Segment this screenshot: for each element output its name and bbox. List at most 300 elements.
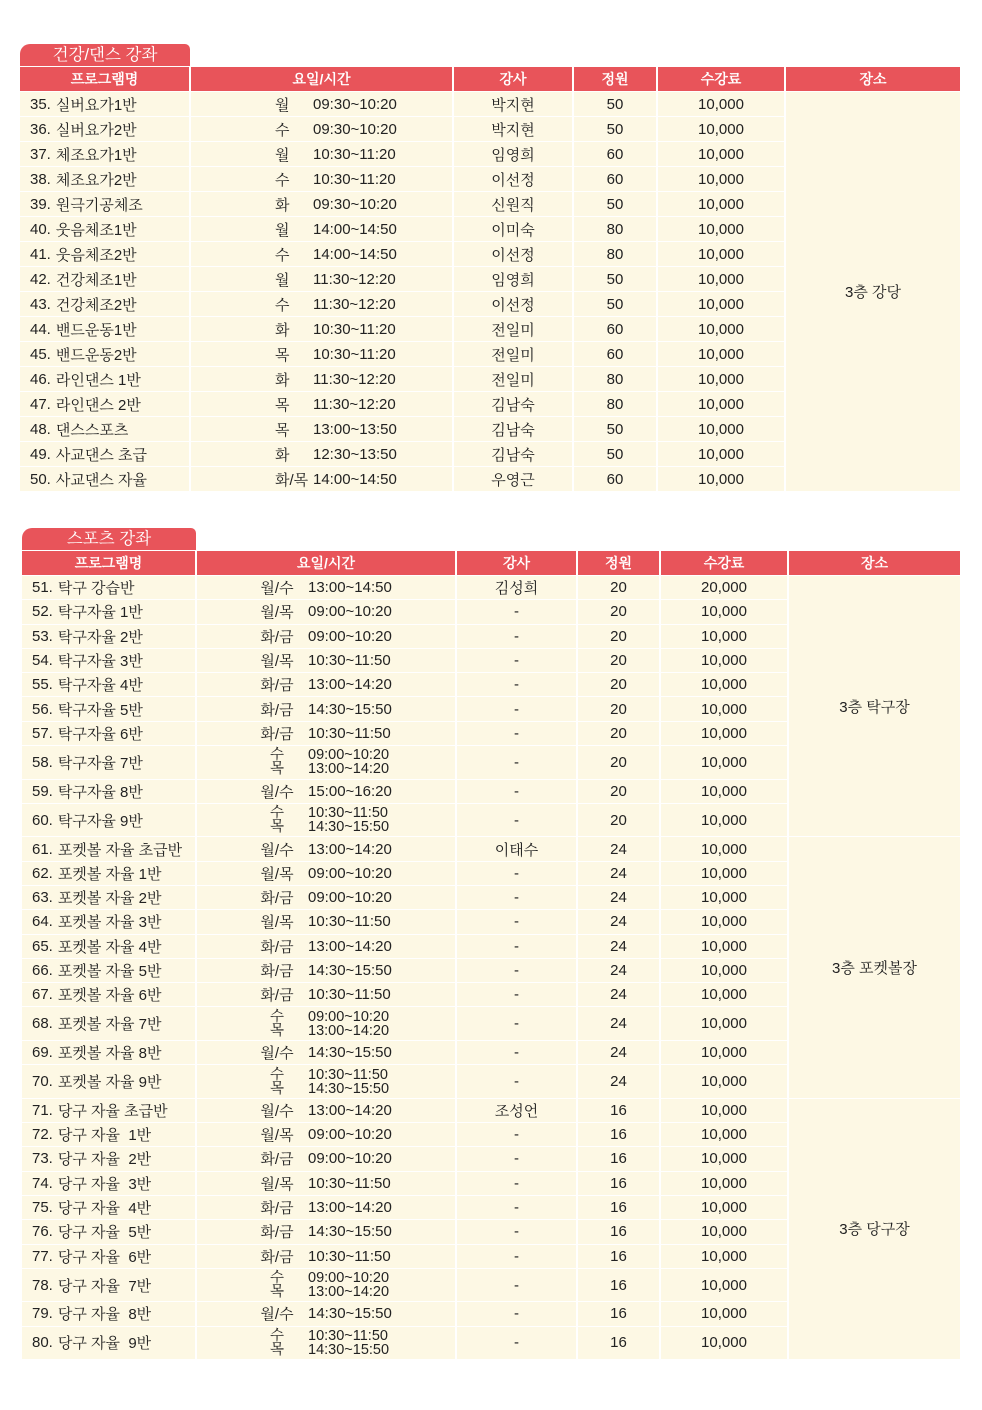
- schedule-time: 09:00~10:20: [308, 627, 392, 645]
- schedule-time: 09:00~10:20: [308, 747, 390, 764]
- schedule-time: 09:00~10:20: [308, 864, 392, 882]
- course-program-cell: [22, 697, 195, 720]
- course-fee-cell: 10,000: [661, 1245, 787, 1268]
- course-number: 46.: [30, 370, 51, 388]
- course-name: 밴드운동2반: [55, 346, 137, 364]
- schedule-line: [255, 1285, 389, 1299]
- course-number: 44.: [30, 320, 51, 338]
- schedule-day: 월: [275, 221, 290, 239]
- course-fee-cell: 10,000: [661, 722, 787, 745]
- schedule-line: [255, 1010, 389, 1024]
- schedule-time: 14:00~14:50: [313, 470, 397, 488]
- schedule-line: [255, 1197, 392, 1218]
- venue-cell: 3층 포켓볼장: [789, 837, 960, 1097]
- schedule-day: 화/금: [260, 1224, 294, 1242]
- course-schedule-cell: [197, 1099, 455, 1122]
- course-schedule-cell: [191, 317, 452, 341]
- schedule-line: [255, 762, 389, 776]
- course-instructor-cell: -: [457, 625, 576, 648]
- course-capacity-cell: 24: [578, 959, 659, 982]
- course-number: 53.: [32, 627, 53, 645]
- course-instructor-cell: -: [457, 1065, 576, 1098]
- course-program-cell: [20, 367, 189, 391]
- course-number: 41.: [30, 245, 51, 263]
- course-program-cell: [22, 1172, 195, 1195]
- course-fee-cell: 10,000: [661, 1269, 787, 1302]
- schedule-time: 10:30~11:50: [308, 724, 391, 742]
- course-schedule-cell: [197, 673, 455, 696]
- course-name: 포켓볼 자율 9반: [57, 1074, 162, 1091]
- course-program-cell: [20, 242, 189, 266]
- course-instructor-cell: -: [457, 886, 576, 909]
- course-schedule-cell: [191, 367, 452, 391]
- header-venue: 장소: [786, 67, 960, 91]
- schedule-time: 09:00~10:20: [308, 1008, 390, 1025]
- schedule-time: 10:30~11:50: [308, 913, 391, 931]
- course-name: 라인댄스 2반: [55, 396, 141, 414]
- schedule-line: [275, 294, 396, 315]
- schedule-day: 화: [275, 321, 290, 339]
- schedule-day: 목: [269, 1022, 284, 1039]
- course-program-cell: [22, 600, 195, 623]
- schedule-day: 화/목: [275, 471, 309, 489]
- course-program-cell: [22, 1327, 195, 1360]
- course-schedule-cell: [197, 600, 455, 623]
- course-number: 77.: [32, 1247, 53, 1265]
- course-number: 59.: [32, 782, 53, 800]
- course-number: 80.: [32, 1334, 53, 1352]
- schedule-day: 화/금: [260, 677, 294, 695]
- schedule-day: 월/목: [260, 1175, 294, 1193]
- course-number: 78.: [32, 1276, 53, 1294]
- course-fee-cell: 10,000: [661, 1327, 787, 1360]
- course-number: 72.: [32, 1126, 53, 1144]
- course-capacity-cell: 24: [578, 862, 659, 885]
- schedule-day: 화/금: [260, 1200, 294, 1218]
- course-schedule-cell: [197, 1123, 455, 1146]
- course-program-cell: [20, 342, 189, 366]
- schedule-time: 09:00~10:20: [308, 889, 392, 907]
- schedule-line: [275, 144, 396, 165]
- schedule-line: [255, 887, 392, 908]
- course-capacity-cell: 80: [574, 367, 656, 391]
- schedule-time: 10:30~11:50: [308, 1327, 388, 1344]
- schedule-day: 목: [269, 1080, 284, 1097]
- course-capacity-cell: 16: [578, 1245, 659, 1268]
- course-schedule-cell: [197, 983, 455, 1006]
- course-program-cell: [22, 1245, 195, 1268]
- course-number: 45.: [30, 345, 51, 363]
- course-fee-cell: 10,000: [661, 1220, 787, 1243]
- course-instructor-cell: -: [457, 1147, 576, 1170]
- schedule-time: 13:00~14:20: [308, 937, 392, 955]
- course-program-cell: [22, 862, 195, 885]
- course-capacity-cell: 20: [578, 649, 659, 672]
- schedule-time: 10:30~11:50: [308, 986, 391, 1004]
- course-name: 당구 자율 7반: [57, 1277, 152, 1295]
- schedule-time: 14:00~14:50: [313, 220, 397, 238]
- course-fee-cell: 10,000: [658, 417, 784, 441]
- course-name: 건강체조1반: [55, 271, 137, 289]
- course-name: 포켓볼 자율 6반: [57, 987, 162, 1005]
- schedule-day: 수: [269, 805, 284, 822]
- schedule-time: 14:00~14:50: [313, 245, 397, 263]
- course-name: 사교댄스 자율: [55, 471, 147, 489]
- header-fee: 수강료: [661, 551, 787, 575]
- course-schedule-cell: [197, 780, 455, 803]
- course-fee-cell: 10,000: [661, 1123, 787, 1146]
- course-name: 포켓볼 자율 4반: [57, 938, 162, 956]
- schedule-time: 13:00~14:20: [308, 761, 390, 778]
- course-instructor-cell: 이미숙: [454, 217, 572, 241]
- course-number: 36.: [30, 120, 51, 138]
- schedule-day: 월/수: [260, 841, 294, 859]
- course-instructor-cell: -: [457, 697, 576, 720]
- course-number: 38.: [30, 170, 51, 188]
- course-capacity-cell: 24: [578, 837, 659, 860]
- schedule-line: [275, 394, 396, 415]
- course-capacity-cell: 24: [578, 935, 659, 958]
- course-instructor-cell: 김남숙: [454, 392, 572, 416]
- course-name: 탁구자율 9반: [57, 812, 143, 830]
- course-number: 58.: [32, 753, 53, 771]
- course-schedule-cell: [197, 1065, 455, 1098]
- course-program-cell: [22, 722, 195, 745]
- course-fee-cell: 10,000: [661, 1041, 787, 1064]
- course-schedule-cell: [197, 625, 455, 648]
- course-name: 탁구자율 4반: [57, 677, 143, 695]
- course-program-cell: [20, 167, 189, 191]
- course-instructor-cell: -: [457, 673, 576, 696]
- course-program-cell: [22, 910, 195, 933]
- schedule-time: 13:00~14:20: [308, 840, 392, 858]
- schedule-time: 10:30~11:20: [313, 145, 396, 163]
- course-fee-cell: 10,000: [658, 142, 784, 166]
- course-capacity-cell: 50: [574, 117, 656, 141]
- schedule-day: 수: [269, 1008, 284, 1025]
- schedule-time: 14:30~15:50: [308, 962, 392, 979]
- course-capacity-cell: 20: [578, 625, 659, 648]
- course-number: 61.: [32, 840, 53, 858]
- schedule-day: 월/수: [260, 1306, 294, 1324]
- course-fee-cell: 10,000: [661, 837, 787, 860]
- course-instructor-cell: 전일미: [454, 317, 572, 341]
- course-name: 탁구자율 2반: [57, 628, 143, 646]
- course-capacity-cell: 20: [578, 600, 659, 623]
- schedule-day: 수: [275, 246, 290, 264]
- schedule-line: [255, 577, 392, 598]
- course-capacity-cell: 60: [574, 142, 656, 166]
- schedule-time: 09:30~10:20: [313, 120, 397, 138]
- course-fee-cell: 10,000: [658, 92, 784, 116]
- schedule-line: [275, 94, 397, 115]
- course-capacity-cell: 20: [578, 804, 659, 837]
- course-number: 48.: [30, 420, 51, 438]
- course-name: 체조요가1반: [55, 146, 137, 164]
- course-program-cell: [22, 649, 195, 672]
- schedule-time: 09:30~10:20: [313, 195, 397, 213]
- course-fee-cell: 10,000: [658, 217, 784, 241]
- course-fee-cell: 10,000: [661, 697, 787, 720]
- schedule-time: 09:00~10:20: [308, 1150, 392, 1168]
- course-program-cell: [22, 804, 195, 837]
- course-schedule-cell: [191, 342, 452, 366]
- schedule-line: [255, 699, 392, 720]
- course-fee-cell: 10,000: [661, 959, 787, 982]
- section-tab: 건강/댄스 강좌: [20, 44, 190, 66]
- schedule-day: 목: [269, 1341, 284, 1358]
- course-schedule-cell: [197, 1172, 455, 1195]
- course-name: 댄스스포츠: [55, 421, 129, 439]
- course-capacity-cell: 16: [578, 1196, 659, 1219]
- schedule-day: 화: [275, 446, 290, 464]
- schedule-line: [255, 650, 391, 671]
- course-instructor-cell: 이선정: [454, 242, 572, 266]
- course-fee-cell: 10,000: [658, 442, 784, 466]
- schedule-time: 09:30~10:20: [313, 95, 397, 113]
- course-name: 웃음체조2반: [55, 246, 137, 264]
- schedule-line: [275, 244, 397, 265]
- course-instructor-cell: -: [457, 1041, 576, 1064]
- course-schedule-cell: [197, 1269, 455, 1302]
- course-capacity-cell: 20: [578, 722, 659, 745]
- course-number: 71.: [32, 1101, 53, 1119]
- course-program-cell: [20, 467, 189, 491]
- course-capacity-cell: 80: [574, 242, 656, 266]
- course-fee-cell: 10,000: [661, 910, 787, 933]
- schedule-line: [255, 1246, 391, 1267]
- course-number: 76.: [32, 1223, 53, 1241]
- course-instructor-cell: -: [457, 862, 576, 885]
- schedule-line: [255, 1100, 392, 1121]
- course-schedule-cell: [197, 722, 455, 745]
- schedule-day: 월: [275, 271, 290, 289]
- course-fee-cell: 10,000: [661, 746, 787, 779]
- course-fee-cell: 10,000: [658, 467, 784, 491]
- course-capacity-cell: 50: [574, 192, 656, 216]
- course-instructor-cell: -: [457, 1302, 576, 1325]
- schedule-time: 13:00~14:20: [308, 676, 392, 694]
- course-schedule-cell: [197, 1041, 455, 1064]
- schedule-day: 월/수: [260, 1045, 294, 1063]
- schedule-line: [255, 1173, 391, 1194]
- course-number: 56.: [32, 700, 53, 718]
- schedule-time: 10:30~11:50: [308, 1066, 388, 1083]
- schedule-time: 13:00~14:20: [308, 1101, 392, 1119]
- course-instructor-cell: -: [457, 1196, 576, 1219]
- course-fee-cell: 10,000: [658, 167, 784, 191]
- header-schedule: 요일/시간: [197, 551, 455, 575]
- schedule-time: 13:00~14:20: [308, 1199, 392, 1217]
- course-instructor-cell: 박지현: [454, 117, 572, 141]
- course-instructor-cell: -: [457, 722, 576, 745]
- course-fee-cell: 10,000: [661, 600, 787, 623]
- course-fee-cell: 10,000: [661, 886, 787, 909]
- schedule-time: 13:00~14:20: [308, 1022, 390, 1039]
- course-schedule-cell: [197, 1302, 455, 1325]
- schedule-line: [275, 469, 397, 490]
- course-name: 당구 자율 3반: [57, 1175, 152, 1193]
- venue-cell: 3층 강당: [786, 92, 960, 491]
- course-number: 52.: [32, 603, 53, 621]
- course-instructor-cell: 이선정: [454, 167, 572, 191]
- schedule-line: [255, 1221, 392, 1242]
- course-number: 60.: [32, 811, 53, 829]
- schedule-time: 09:00~10:20: [308, 1270, 390, 1287]
- header-schedule: 요일/시간: [191, 67, 452, 91]
- course-name: 밴드운동1반: [55, 321, 137, 339]
- course-table: [22, 551, 960, 1359]
- schedule-line: [255, 1343, 389, 1357]
- schedule-time: 14:30~15:50: [308, 1305, 392, 1323]
- course-capacity-cell: 16: [578, 1327, 659, 1360]
- course-number: 40.: [30, 220, 51, 238]
- course-schedule-cell: [197, 935, 455, 958]
- course-instructor-cell: 임영희: [454, 267, 572, 291]
- course-program-cell: [22, 1147, 195, 1170]
- schedule-line: [255, 911, 391, 932]
- course-fee-cell: 10,000: [661, 1196, 787, 1219]
- course-schedule-cell: [191, 417, 452, 441]
- course-fee-cell: 10,000: [661, 1172, 787, 1195]
- course-number: 55.: [32, 676, 53, 694]
- schedule-time: 14:30~15:50: [308, 819, 390, 836]
- course-program-cell: [22, 625, 195, 648]
- course-fee-cell: 10,000: [661, 1302, 787, 1325]
- course-number: 51.: [32, 579, 53, 597]
- course-schedule-cell: [197, 804, 455, 837]
- course-program-cell: [22, 746, 195, 779]
- course-capacity-cell: 50: [574, 417, 656, 441]
- schedule-time: 09:00~10:20: [308, 603, 392, 621]
- schedule-day: 월/목: [260, 604, 294, 622]
- course-schedule-cell: [197, 649, 455, 672]
- course-name: 체조요가2반: [55, 171, 137, 189]
- schedule-day: 월/목: [260, 1127, 294, 1145]
- course-name: 탁구자율 3반: [57, 653, 143, 671]
- course-instructor-cell: -: [457, 910, 576, 933]
- course-instructor-cell: 임영희: [454, 142, 572, 166]
- schedule-line: [255, 1303, 392, 1324]
- schedule-line: [275, 344, 396, 365]
- course-schedule-cell: [191, 292, 452, 316]
- course-fee-cell: 10,000: [661, 625, 787, 648]
- course-schedule-cell: [191, 467, 452, 491]
- schedule-time: 14:30~15:50: [308, 1341, 390, 1358]
- course-instructor-cell: -: [457, 1172, 576, 1195]
- course-program-cell: [20, 117, 189, 141]
- course-schedule-cell: [191, 392, 452, 416]
- course-schedule-cell: [197, 910, 455, 933]
- course-number: 65.: [32, 937, 53, 955]
- course-name: 당구 자율 5반: [57, 1224, 152, 1242]
- course-table: [20, 67, 960, 491]
- course-instructor-cell: 우영근: [454, 467, 572, 491]
- course-program-cell: [22, 1269, 195, 1302]
- course-name: 포켓볼 자율 8반: [57, 1045, 162, 1063]
- course-program-cell: [22, 673, 195, 696]
- course-name: 당구 자율 6반: [57, 1248, 152, 1266]
- course-name: 포켓볼 자율 1반: [57, 865, 162, 883]
- course-fee-cell: 10,000: [661, 804, 787, 837]
- schedule-day: 목: [269, 1284, 284, 1301]
- course-number: 57.: [32, 724, 53, 742]
- course-schedule-cell: [191, 142, 452, 166]
- schedule-line: [275, 194, 397, 215]
- course-instructor-cell: -: [457, 1269, 576, 1302]
- course-name: 당구 자율 8반: [57, 1306, 152, 1324]
- schedule-day: 화/금: [260, 987, 294, 1005]
- course-capacity-cell: 24: [578, 1065, 659, 1098]
- course-name: 사교댄스 초급: [55, 446, 147, 464]
- schedule-time: 12:30~13:50: [313, 445, 397, 463]
- course-instructor-cell: 김성희: [457, 576, 576, 599]
- course-capacity-cell: 16: [578, 1269, 659, 1302]
- course-name: 탁구자율 8반: [57, 783, 143, 801]
- schedule-line: [275, 119, 397, 140]
- course-number: 62.: [32, 864, 53, 882]
- course-fee-cell: 10,000: [658, 292, 784, 316]
- course-name: 포켓볼 자율 5반: [57, 963, 162, 980]
- course-name: 라인댄스 1반: [55, 371, 141, 389]
- course-name: 탁구 강습반: [57, 580, 135, 598]
- schedule-time: 11:30~12:20: [313, 270, 396, 288]
- course-instructor-cell: -: [457, 935, 576, 958]
- course-number: 75.: [32, 1199, 53, 1217]
- course-name: 탁구자율 7반: [57, 754, 143, 772]
- course-fee-cell: 10,000: [661, 1065, 787, 1098]
- course-capacity-cell: 20: [578, 746, 659, 779]
- course-schedule-cell: [197, 1196, 455, 1219]
- schedule-line: [275, 269, 396, 290]
- header-program: 프로그램명: [20, 67, 189, 91]
- schedule-line: [255, 936, 392, 957]
- schedule-day: 수: [269, 1327, 284, 1344]
- schedule-day: 월/목: [260, 914, 294, 932]
- course-name: 당구 자율 2반: [57, 1151, 152, 1169]
- course-fee-cell: 10,000: [658, 342, 784, 366]
- course-program-cell: [22, 1065, 195, 1098]
- course-program-cell: [22, 935, 195, 958]
- course-schedule-cell: [191, 192, 452, 216]
- schedule-day: 목: [269, 819, 284, 836]
- course-capacity-cell: 16: [578, 1302, 659, 1325]
- course-instructor-cell: -: [457, 1007, 576, 1040]
- schedule-time: 14:30~15:50: [308, 1223, 392, 1241]
- course-number: 54.: [32, 652, 53, 670]
- course-program-cell: [22, 837, 195, 860]
- course-schedule-cell: [197, 1245, 455, 1268]
- course-name: 탁구자율 5반: [57, 701, 143, 719]
- course-program-cell: [20, 142, 189, 166]
- course-program-cell: [20, 267, 189, 291]
- course-schedule-cell: [191, 267, 452, 291]
- course-schedule-cell: [197, 1220, 455, 1243]
- schedule-line: [255, 674, 392, 695]
- schedule-day: 수: [275, 296, 290, 314]
- course-schedule-cell: [191, 442, 452, 466]
- course-capacity-cell: 20: [578, 673, 659, 696]
- course-name: 당구 자율 1반: [57, 1127, 152, 1145]
- header-capacity: 정원: [578, 551, 659, 575]
- course-capacity-cell: 50: [574, 267, 656, 291]
- header-program: 프로그램명: [22, 551, 195, 575]
- course-schedule-cell: [191, 167, 452, 191]
- course-number: 68.: [32, 1015, 53, 1033]
- course-name: 포켓볼 자율 2반: [57, 890, 162, 908]
- schedule-line: [275, 169, 396, 190]
- course-schedule-cell: [197, 1327, 455, 1360]
